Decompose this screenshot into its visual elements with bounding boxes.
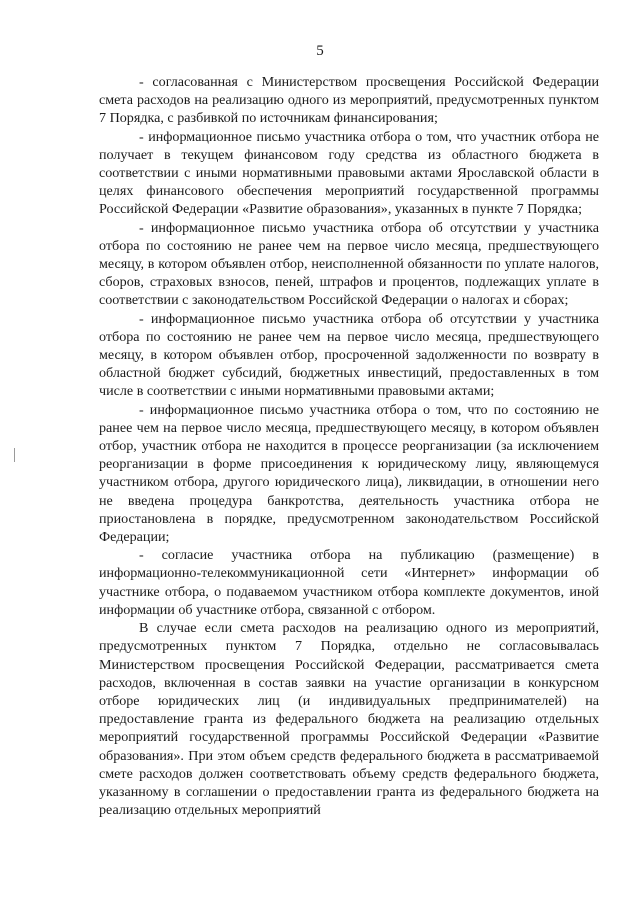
paragraph-no-tax-debt-letter: - информационное письмо участника отбора об отсутствии у участника отбора по состоянию не ранее чем на первое число месяца, предшествующего месяцу, в котором объявлен отбор, неисполненной обязанности по уплате налогов, сборов, страховых взносов, пеней, штрафов и процентов, подлежащих уплате в соответствии с законодательством Российской Федерации о налогах и сборах; [99, 219, 599, 309]
paragraph-approved-estimate: - согласованная с Министерством просвещения Российской Федерации смета расходов на реализацию одного из мероприятий, предусмотренных пунктом 7 Порядка, с разбивкой по источникам финансирования; [99, 74, 599, 127]
paragraph-no-reorganization-letter: - информационное письмо участника отбора о том, что по состоянию не ранее чем на первое число месяца, предшествующего месяцу, в котором объявлен отбор, участник отбора не находится в процессе реорганизации (за исключением реорганизации в форме присоединения к юридическому лицу, являющемуся участником отбора, другого юридического лица), ликвидации, в отношении него не введена процедура банкротства, деятельность участника отбора не приостановлена в порядке, предусмотренном законодательством Российской Федерации; [99, 401, 599, 546]
page-number: 5 [316, 43, 324, 59]
paragraph-no-regional-funds-letter: - информационное письмо участника отбора о том, что участник отбора не получает в текущем финансовом году средства из областного бюджета в соответствии с иными нормативными правовыми актами Ярославской области в целях финансового обеспечения мероприятий государственной программы Российской Федерации «Развитие образования», указанных в пункте 7 Порядка; [99, 128, 599, 218]
paragraph-publication-consent: - согласие участника отбора на публикацию (размещение) в информационно-телекоммуникационной сети «Интернет» информации об участнике отбора, о подаваемом участником отбора комплекте документов, иной информации об участнике отбора, связанной с отбором. [99, 547, 599, 618]
paragraph-estimate-case: В случае если смета расходов на реализацию одного из мероприятий, предусмотренных пунктом 7 Порядка, отдельно не согласовывалась Министерством просвещения Российской Федерации, рассматривается смета расходов, включенная в состав заявки на участие организации в конкурсном отборе юридических лиц (и индивидуальных предпринимателей) на предоставление гранта из федерального бюджета на реализацию отдельных мероприятий государственной программы Российской Федерации «Развитие образования». При этом объем средств федерального бюджета в рассматриваемой смете расходов должен соответствовать объему средств федерального бюджета, указанному в соглашении о предоставлении гранта из федерального бюджета на реализацию отдельных мероприятий [99, 620, 599, 819]
margin-mark [14, 448, 15, 462]
document-body [99, 73, 599, 819]
paragraph-no-overdue-debt-letter: - информационное письмо участника отбора об отсутствии у участника отбора по состоянию не ранее чем на первое число месяца, предшествующего месяцу, в котором объявлен отбор, просроченной задолженности по возврату в областной бюджет субсидий, бюджетных инвестиций, предоставленных в том числе в соответствии с иными нормативными правовыми актами; [99, 310, 599, 400]
